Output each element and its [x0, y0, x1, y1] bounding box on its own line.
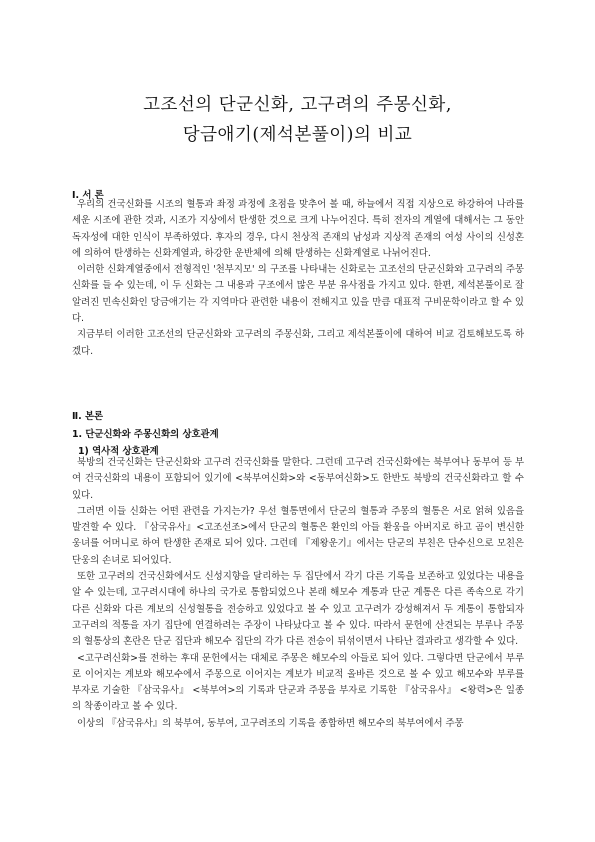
body-paragraph-2: 그러면 이들 신화는 어떤 관련을 가지는가? 우선 혈통면에서 단군의 혈통과 주몽의 혈통은 서로 얽혀 있음을 발견할 수 있다. 『삼국유사』<고조선조>에서 단군의 혈통은 환인의 아들 환웅을 아버지로 하고 곰이 변신한 웅녀를 어머니로 하여 탄생한 존재로 되어 있다. 그런데 『제왕운기』에서는 단군의 부친은 단수신으로 모친은 단웅의 손녀로 되어있다.: [72, 505, 524, 566]
body-paragraph-5: 이상의 『삼국유사』의 북부여, 동부여, 고구려조의 기록을 종합하면 해모수의 북부여에서 주몽: [77, 717, 464, 729]
body-paragraph-3: 또한 고구려의 건국신화에서도 신성지향을 달리하는 두 집단에서 각기 다른 기록을 보존하고 있었다는 내용을 알 수 있는데, 고구려시대에 하나의 국가로 통합되었으나 본래 해모수 계통과 단군 계통은 다른 족속으로 각기 다른 신화와 다른 계보의 신성혈통을 전승하고 있었다고 볼 수 있고 고구려가 강성해져서 두 계통이 통합되자 고구려의 적통을 자기 집단에 연결하려는 주장이 나타났다고 볼 수 있다. 따라서 문헌에 산견되는 부루나 주몽의 혈통상의 혼란은 단군 집단과 해모수 집단의 각가 다른 전승이 뒤섞이면서 나타난 결과라고 생각할 수 있다.: [72, 571, 524, 648]
body-text: [72, 455, 524, 732]
document-title-line1: 고조선의 단군신화, 고구려의 주몽신화,: [143, 95, 452, 115]
body-paragraph-1: 북방의 건국신화는 단군신화와 고구려 건국신화를 말한다. 그런데 고구려 건국신화에는 북부여나 동부여 등 부여 건국신화의 내용이 포함되어 있기에 <북부여신화>와 <동부여신화>도 한반도 북방의 건국신화라고 할 수 있다.: [72, 457, 524, 501]
subsection-1-heading: 1) 역사적 상호관계: [78, 446, 159, 457]
intro-heading: Ⅰ. 서 론: [72, 190, 104, 201]
intro-paragraph-2: 이러한 신화계열중에서 전형적인 '천부지모' 의 구조를 나타내는 신화로는 고조선의 단군신화와 고구려의 주몽신화를 들 수 있는데, 이 두 신화는 그 내용과 구조에서 많은 부분 유사점을 가지고 있다. 한편, 제석본풀이로 잘 알려진 민속신화인 당금애기는 각 지역마다 관련한 내용이 전해지고 있을 만큼 대표적 구비문학이라고 할 수 있다.: [72, 264, 524, 325]
section-1-heading: 1. 단군신화와 주몽신화의 상호관계: [72, 429, 219, 440]
intro-paragraph-1: 우리의 건국신화를 시조의 혈통과 좌정 과정에 초점을 맞추어 볼 때, 하늘에서 직접 지상으로 하강하여 나라를 세운 시조에 관한 것과, 시조가 지상에서 탄생한 것으로 크게 나누어진다. 특히 전자의 계열에 대해서는 그 동안 독자성에 대한 인식이 부족하였다. 후자의 경우, 다시 천상적 존재의 남성과 지상적 존재의 여성 사이의 신성혼에 의하여 탄생하는 신화계열과, 하강한 운반체에 의해 탄생하는 신화계열로 나뉘어진다.: [72, 199, 524, 259]
intro-paragraph-3: 지금부터 이러한 고조선의 단군신화와 고구려의 주몽신화, 그리고 제석본풀이에 대하여 비교 검토해보도록 하겠다.: [72, 329, 524, 357]
intro-body: [72, 197, 524, 360]
body-paragraph-4: <고구려신화>를 전하는 후대 문헌에서는 대체로 주몽은 해모수의 아들로 되어 있다. 그렇다면 단군에서 부루로 이어지는 계보와 해모수에서 주몽으로 이어지는 계보가 비교적 올바른 것으로 볼 수 있고 해모수와 부루를 부자로 기술한 『삼국유사』 <북부여>의 기록과 단군과 주몽을 부자로 기록한 『삼국유사』 <왕력>은 일종의 착종이라고 볼 수 있다.: [72, 652, 524, 713]
document-title-line2: 당금애기(제석본풀이)의 비교: [182, 125, 413, 145]
body-heading: Ⅱ. 본론: [72, 411, 104, 422]
